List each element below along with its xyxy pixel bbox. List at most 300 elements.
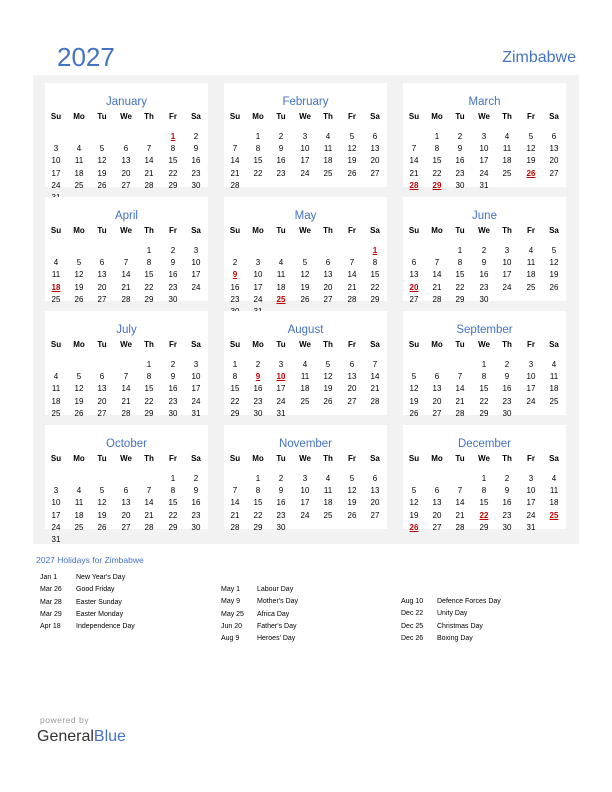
calendar-day: 7 (411, 144, 417, 154)
holiday-day: 22 (479, 510, 489, 520)
calendar-day: 4 (76, 486, 82, 496)
holiday-date: Apr 18 (40, 623, 61, 631)
calendar-day: 7 (123, 372, 129, 382)
weekday-header: Sa (191, 454, 201, 463)
calendar-day: 11 (549, 372, 559, 382)
calendar-day: 31 (191, 408, 201, 418)
calendar-day: 14 (347, 270, 357, 280)
calendar-day: 24 (253, 294, 263, 304)
calendar-day: 28 (121, 408, 131, 418)
weekday-header: Mo (252, 454, 264, 463)
weekday-header: Sa (191, 112, 201, 121)
weekday-header: We (120, 112, 132, 121)
holiday-day: 20 (409, 282, 419, 292)
weekday-header: Tu (455, 226, 465, 235)
calendar-day: 25 (51, 294, 61, 304)
holiday-date: Jan 1 (40, 574, 58, 581)
calendar-day: 11 (549, 486, 559, 496)
weekday-header: Su (229, 454, 241, 463)
calendar-day: 19 (74, 396, 84, 406)
calendar-day: 15 (253, 156, 263, 166)
weekday-header: Mo (252, 340, 264, 349)
calendar-day: 16 (276, 498, 286, 508)
calendar-day: 15 (168, 498, 178, 508)
calendar-day: 7 (146, 486, 152, 496)
month-august (224, 311, 387, 418)
weekday-header: Sa (370, 454, 380, 463)
calendar-day: 16 (455, 156, 465, 166)
weekday-header: Su (229, 340, 241, 349)
calendar-day: 4 (551, 474, 557, 483)
calendar-day: 18 (51, 396, 61, 406)
weekday-header: Su (408, 226, 420, 235)
calendar-day: 20 (347, 384, 357, 394)
holiday-date: Dec 25 (401, 622, 424, 630)
holiday-item (401, 635, 501, 647)
weekday-header: Mo (252, 112, 264, 121)
calendar-day: 27 (432, 408, 442, 418)
weekday-header: Tu (455, 454, 465, 463)
calendar-day: 6 (411, 258, 417, 268)
country-title: Zimbabwe (502, 49, 576, 66)
weekday-header: We (478, 340, 490, 349)
holiday-day: 18 (51, 282, 61, 292)
calendar-day: 27 (370, 510, 380, 520)
month-name: January (106, 96, 147, 108)
weekday-header: Tu (276, 112, 286, 121)
weekday-header: We (478, 226, 490, 235)
weekday-header: Th (144, 226, 154, 235)
calendar-day: 24 (502, 282, 512, 292)
calendar-day: 7 (123, 258, 129, 268)
holidays-title: 2027 Holidays for Zimbabwe (36, 555, 144, 565)
calendar-day: 11 (323, 486, 333, 496)
calendar-day: 6 (551, 132, 557, 141)
weekday-header: Mo (431, 226, 443, 235)
calendar-day: 23 (455, 168, 465, 178)
month-september (403, 311, 566, 418)
calendar-day: 4 (551, 360, 557, 369)
month-name: December (457, 438, 512, 450)
weekday-header: We (478, 454, 490, 463)
calendar-day: 22 (230, 396, 240, 406)
calendar-day: 26 (74, 408, 84, 418)
weekday-header: We (120, 340, 132, 349)
calendar-day: 5 (528, 132, 534, 141)
calendar-day: 17 (479, 156, 489, 166)
weekday-header: Mo (73, 454, 85, 463)
calendar-day: 23 (502, 510, 512, 520)
calendar-day: 22 (455, 282, 465, 292)
calendar-day: 30 (191, 522, 201, 532)
holiday-name: Boxing Day (437, 634, 473, 642)
holiday-date: Dec 26 (401, 634, 424, 642)
calendar-day: 18 (323, 156, 333, 166)
weekday-header: Fr (527, 112, 535, 121)
calendar-day: 5 (99, 486, 105, 496)
weekday-header: Th (323, 226, 333, 235)
weekday-header: Mo (73, 226, 85, 235)
calendar-day: 25 (74, 522, 84, 532)
calendar-day: 3 (255, 258, 261, 268)
weekday-header: Su (50, 112, 62, 121)
calendar-day: 3 (302, 132, 308, 141)
calendar-day: 17 (276, 384, 286, 394)
calendar-day: 9 (457, 144, 463, 154)
calendar-day: 24 (191, 396, 201, 406)
calendar-day: 25 (526, 282, 536, 292)
calendar-day: 21 (455, 510, 465, 520)
holiday-name: Labour Day (257, 586, 294, 593)
calendar-day: 9 (193, 486, 199, 496)
calendar-day: 15 (144, 384, 154, 394)
holiday-date: May 25 (221, 610, 244, 618)
calendar-day: 19 (347, 498, 357, 508)
calendar-day: 16 (479, 270, 489, 280)
holiday-item (221, 623, 298, 635)
calendar-day: 18 (549, 384, 559, 394)
calendar-day: 23 (253, 396, 263, 406)
calendar-day: 13 (409, 270, 419, 280)
holiday-item (401, 598, 501, 610)
holiday-name: Mother's Day (257, 598, 299, 606)
calendar-day: 13 (97, 384, 107, 394)
weekday-header: Su (229, 226, 241, 235)
weekday-header: Th (502, 226, 512, 235)
calendar-day: 4 (278, 258, 284, 268)
calendar-day: 6 (99, 258, 105, 268)
calendar-day: 22 (168, 510, 178, 520)
calendar-day: 29 (253, 522, 263, 532)
weekday-header: We (299, 226, 311, 235)
calendar-day: 19 (526, 156, 536, 166)
calendar-day: 15 (370, 270, 380, 280)
calendar-day: 3 (504, 246, 510, 255)
calendar-day: 1 (457, 246, 463, 255)
calendar-day: 29 (479, 408, 489, 418)
calendar-day: 5 (551, 246, 557, 255)
calendar-day: 17 (51, 510, 61, 520)
calendar-day: 27 (432, 522, 442, 532)
calendar-day: 3 (302, 474, 308, 483)
calendar-day: 20 (121, 510, 131, 520)
calendar-day: 13 (370, 486, 380, 496)
calendar-day: 15 (479, 384, 489, 394)
calendar-day: 19 (300, 282, 310, 292)
calendar-day: 3 (53, 144, 59, 154)
holiday-name: New Year's Day (76, 574, 126, 581)
weekday-header: Tu (276, 226, 286, 235)
weekday-header: Fr (169, 226, 177, 235)
calendar-day: 11 (74, 498, 84, 508)
holiday-day: 1 (372, 246, 378, 255)
calendar-day: 26 (97, 522, 107, 532)
holiday-item (221, 586, 298, 598)
brand-part-2: Blue (93, 728, 126, 745)
calendar-day: 28 (230, 180, 240, 190)
calendar-day: 24 (191, 282, 201, 292)
calendar-day: 31 (276, 408, 286, 418)
calendar-day: 15 (168, 156, 178, 166)
calendar-day: 1 (255, 132, 261, 141)
calendar-day: 24 (51, 180, 61, 190)
calendar-day: 20 (121, 168, 131, 178)
holiday-column (40, 574, 135, 635)
weekday-header: Su (408, 340, 420, 349)
calendar-day: 16 (191, 156, 201, 166)
calendar-day: 28 (144, 522, 154, 532)
calendar-day: 24 (51, 522, 61, 532)
calendar-day: 1 (255, 474, 261, 483)
holiday-item (221, 598, 298, 610)
calendar-day: 13 (370, 144, 380, 154)
weekday-header: Fr (348, 340, 356, 349)
weekday-header: Mo (431, 112, 443, 121)
brand-part-1: General (37, 728, 94, 745)
calendar-day: 18 (74, 168, 84, 178)
calendar-day: 12 (347, 144, 357, 154)
calendar-day: 8 (255, 144, 261, 154)
holiday-date: May 1 (221, 586, 241, 593)
weekday-header: Sa (549, 454, 559, 463)
calendar-day: 7 (434, 258, 440, 268)
calendar-day: 21 (230, 168, 240, 178)
weekday-header: Mo (431, 454, 443, 463)
calendar-day: 27 (323, 294, 333, 304)
calendar-day: 2 (170, 246, 176, 255)
calendar-day: 26 (300, 294, 310, 304)
powered-by-label: powered by (40, 715, 89, 725)
calendar-day: 4 (504, 132, 510, 141)
calendar-day: 8 (232, 372, 238, 382)
calendar-day: 24 (479, 168, 489, 178)
calendar-day: 21 (370, 384, 380, 394)
calendar-day: 13 (121, 156, 131, 166)
calendar-day: 3 (528, 474, 534, 483)
calendar-day: 22 (479, 396, 489, 406)
calendar-day: 10 (191, 258, 201, 268)
calendar-day: 4 (76, 144, 82, 154)
calendar-day: 13 (347, 372, 357, 382)
calendar-day: 12 (74, 384, 84, 394)
holiday-item (40, 599, 135, 611)
calendar-day: 30 (168, 408, 178, 418)
weekday-header: Th (323, 340, 333, 349)
calendar-day: 29 (455, 294, 465, 304)
calendar-day: 2 (457, 132, 463, 141)
calendar-day: 1 (232, 360, 238, 369)
calendar-day: 24 (276, 396, 286, 406)
calendar-day: 8 (146, 258, 152, 268)
weekday-header: Tu (455, 112, 465, 121)
calendar-day: 20 (370, 498, 380, 508)
holiday-date: Mar 26 (40, 586, 62, 594)
calendar-day: 2 (255, 360, 261, 369)
calendar-day: 6 (349, 360, 355, 369)
weekday-header: Su (229, 112, 241, 121)
calendar-day: 19 (347, 156, 357, 166)
month-name: September (456, 324, 513, 336)
calendar-day: 21 (121, 396, 131, 406)
holiday-day: 25 (549, 510, 559, 520)
month-name: May (294, 210, 317, 222)
calendar-day: 1 (481, 474, 487, 483)
calendar-day: 3 (278, 360, 284, 369)
calendar-day: 4 (53, 258, 59, 268)
calendar-day: 6 (123, 486, 129, 496)
weekday-header: Fr (348, 112, 356, 121)
calendar-day: 21 (432, 282, 442, 292)
calendar-day: 2 (232, 258, 238, 268)
calendar-day: 4 (302, 360, 308, 369)
calendar-day: 2 (193, 132, 199, 141)
calendar-day: 11 (502, 144, 512, 154)
calendar-day: 22 (144, 396, 154, 406)
weekday-header: Fr (527, 340, 535, 349)
calendar-day: 30 (253, 408, 263, 418)
calendar-day: 5 (411, 486, 417, 496)
calendar-day: 30 (455, 180, 465, 190)
calendar-day: 23 (502, 396, 512, 406)
calendar-day: 11 (51, 384, 61, 394)
calendar-day: 7 (232, 486, 238, 496)
weekday-header: Tu (455, 340, 465, 349)
calendar-day: 27 (370, 168, 380, 178)
calendar-day: 22 (253, 168, 263, 178)
holiday-date: Mar 29 (40, 610, 62, 618)
weekday-header: Th (502, 340, 512, 349)
calendar-day: 16 (502, 498, 512, 508)
calendar-day: 12 (549, 258, 559, 268)
calendar-day: 29 (479, 522, 489, 532)
calendar-day: 25 (549, 396, 559, 406)
weekday-header: Th (144, 112, 154, 121)
calendar-day: 22 (432, 168, 442, 178)
calendar-day: 1 (481, 360, 487, 369)
calendar-day: 22 (144, 282, 154, 292)
weekday-header: Sa (370, 340, 380, 349)
calendar-day: 21 (409, 168, 419, 178)
calendar-day: 28 (347, 294, 357, 304)
month-name: March (468, 96, 501, 108)
calendar-day: 30 (479, 294, 489, 304)
calendar-day: 26 (409, 408, 419, 418)
holiday-name: Good Friday (76, 586, 115, 594)
calendar-grid (33, 75, 579, 544)
calendar-day: 29 (144, 408, 154, 418)
calendar-day: 17 (191, 270, 201, 280)
calendar-day: 18 (323, 498, 333, 508)
calendar-day: 13 (121, 498, 131, 508)
calendar-day: 4 (528, 246, 534, 255)
calendar-day: 27 (409, 294, 419, 304)
calendar-day: 11 (51, 270, 61, 280)
calendar-day: 12 (97, 156, 107, 166)
calendar-day: 29 (144, 294, 154, 304)
calendar-day: 3 (528, 360, 534, 369)
calendar-day: 20 (97, 396, 107, 406)
calendar-day: 2 (504, 474, 510, 483)
calendar-day: 17 (300, 498, 310, 508)
holiday-column (221, 586, 298, 647)
calendar-day: 20 (97, 282, 107, 292)
holiday-name: Africa Day (257, 610, 290, 618)
calendar-day: 20 (432, 396, 442, 406)
calendar-day: 8 (481, 486, 487, 496)
calendar-day: 12 (74, 270, 84, 280)
weekday-header: Su (50, 226, 62, 235)
calendar-day: 12 (409, 498, 419, 508)
calendar-day: 8 (146, 372, 152, 382)
calendar-day: 27 (549, 168, 559, 178)
calendar-day: 16 (168, 384, 178, 394)
calendar-day: 7 (457, 372, 463, 382)
calendar-day: 16 (191, 498, 201, 508)
calendar-day: 15 (230, 384, 240, 394)
holiday-item (40, 574, 135, 586)
month-name: July (116, 324, 137, 336)
calendar-day: 14 (455, 498, 465, 508)
calendar-day: 15 (253, 498, 263, 508)
calendar-day: 5 (302, 258, 308, 268)
calendar-day: 28 (370, 396, 380, 406)
calendar-day: 25 (323, 168, 333, 178)
calendar-day: 27 (347, 396, 357, 406)
calendar-day: 13 (323, 270, 333, 280)
calendar-day: 28 (230, 522, 240, 532)
weekday-header: Tu (97, 226, 107, 235)
calendar-day: 29 (370, 294, 380, 304)
calendar-day: 28 (455, 522, 465, 532)
weekday-header: Fr (169, 454, 177, 463)
calendar-day: 3 (193, 360, 199, 369)
calendar-day: 14 (370, 372, 380, 382)
calendar-day: 29 (230, 408, 240, 418)
holiday-date: Jun 20 (221, 622, 243, 630)
calendar-day: 5 (349, 132, 355, 141)
calendar-day: 19 (549, 270, 559, 280)
weekday-header: Su (408, 454, 420, 463)
calendar-day: 18 (74, 510, 84, 520)
holiday-name: Heroes' Day (257, 635, 296, 643)
calendar-day: 9 (481, 258, 487, 268)
weekday-header: Th (502, 454, 512, 463)
calendar-day: 23 (191, 168, 201, 178)
calendar-day: 24 (526, 396, 536, 406)
calendar-day: 18 (502, 156, 512, 166)
holiday-column (401, 598, 501, 647)
calendar-day: 9 (193, 144, 199, 154)
calendar-day: 16 (276, 156, 286, 166)
holiday-name: Father's Day (257, 622, 297, 630)
holiday-date: Aug 10 (401, 598, 424, 605)
holiday-name: Easter Sunday (76, 598, 122, 606)
calendar-day: 26 (97, 180, 107, 190)
holiday-day: 9 (255, 372, 261, 382)
calendar-day: 18 (526, 270, 536, 280)
weekday-header: We (299, 112, 311, 121)
year-title: 2027 (57, 42, 115, 72)
calendar-day: 8 (434, 144, 440, 154)
calendar-day: 17 (526, 498, 536, 508)
calendar-day: 16 (230, 282, 240, 292)
calendar-day: 4 (325, 474, 331, 483)
calendar-day: 6 (434, 372, 440, 382)
calendar-day: 10 (300, 486, 310, 496)
holiday-item (401, 610, 501, 622)
calendar-day: 13 (432, 384, 442, 394)
calendar-day: 23 (276, 168, 286, 178)
